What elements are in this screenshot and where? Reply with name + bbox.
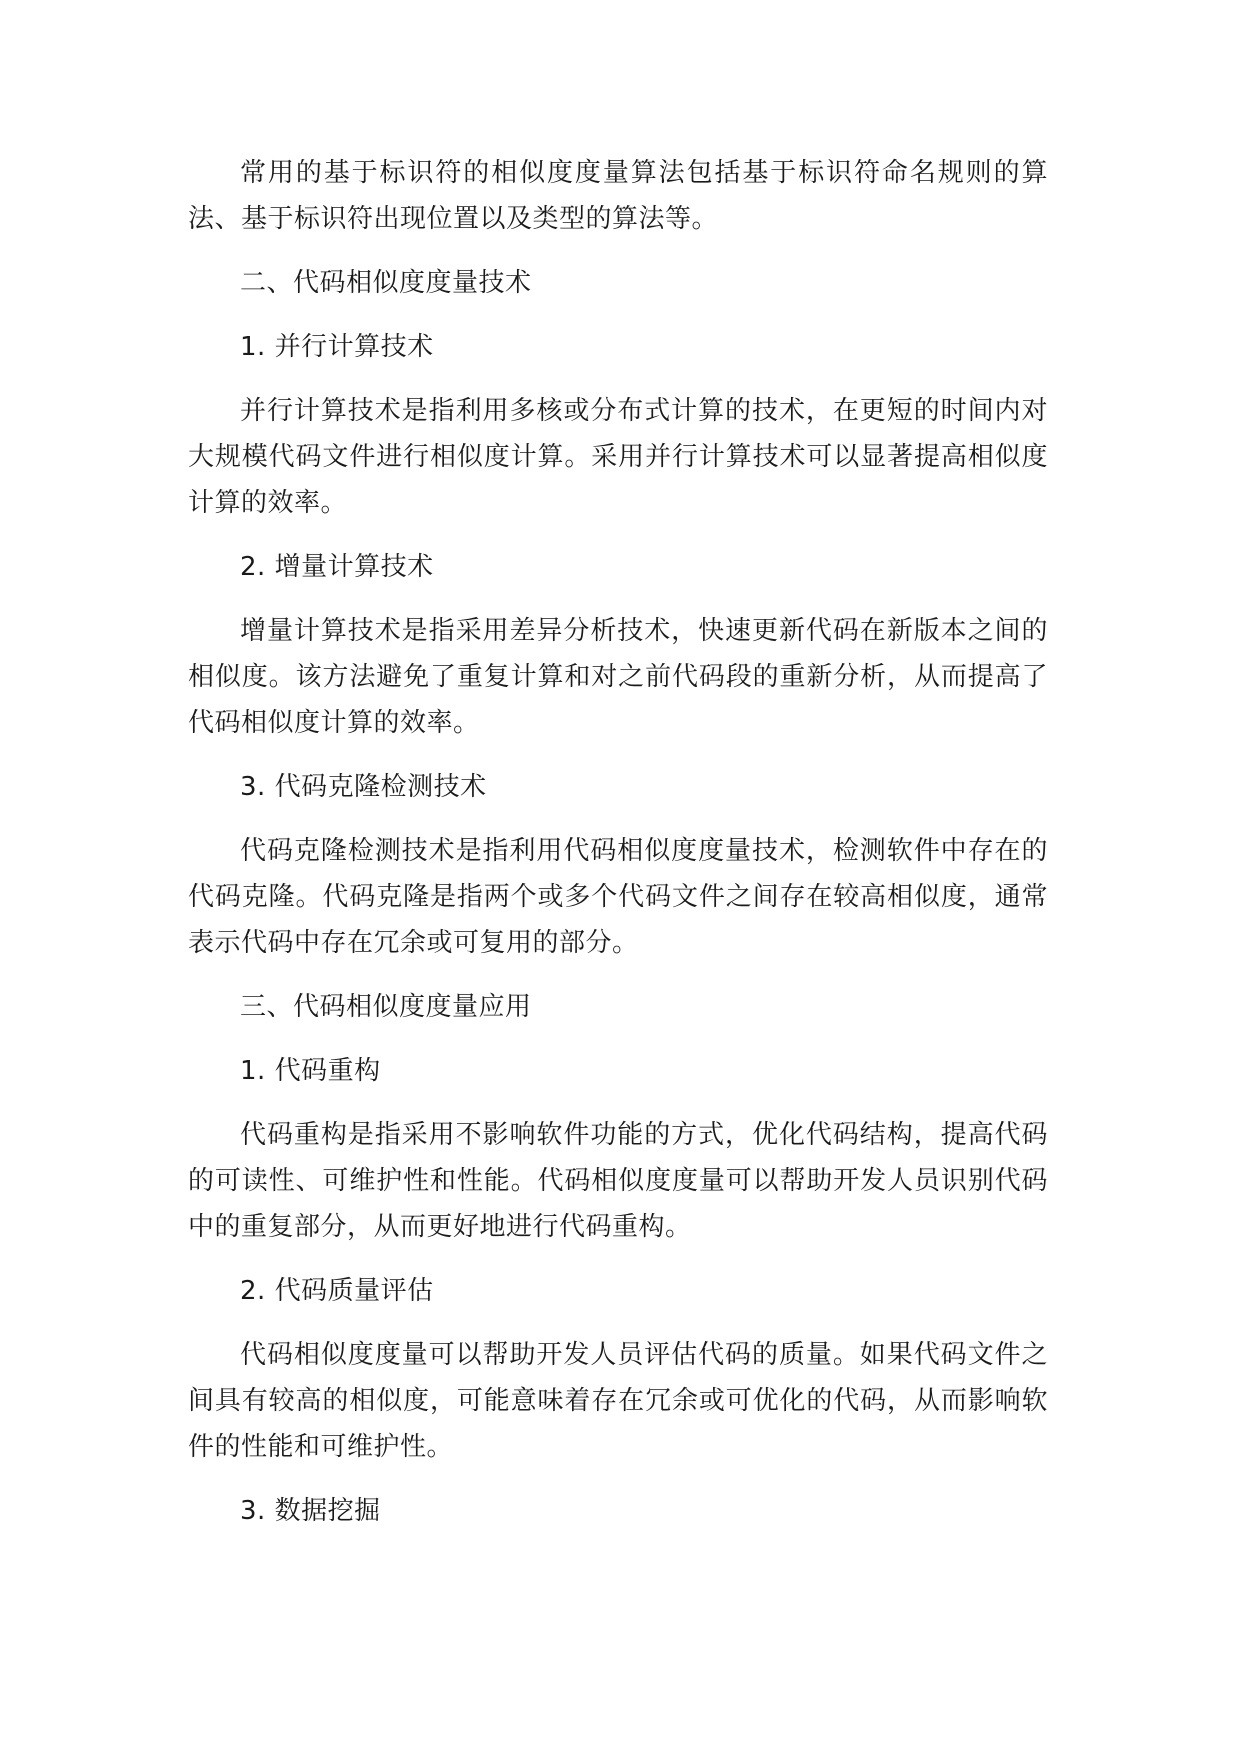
section-heading-applications: 三、代码相似度度量应用 bbox=[240, 992, 532, 1022]
section-heading-techniques: 二、代码相似度度量技术 bbox=[240, 268, 532, 298]
subheading-incremental-computing: 2. 增量计算技术 bbox=[240, 552, 434, 582]
paragraph-identifier-algorithms: 常用的基于标识符的相似度度量算法包括基于标识符命名规则的算法、基于标识符出现位置以及类型的算法等。 bbox=[188, 158, 1048, 234]
document-body bbox=[188, 150, 1048, 1552]
paragraph-parallel-computing: 并行计算技术是指利用多核或分布式计算的技术，在更短的时间内对大规模代码文件进行相似度计算。采用并行计算技术可以显著提高相似度计算的效率。 bbox=[188, 396, 1048, 518]
subheading-data-mining: 3. 数据挖掘 bbox=[240, 1496, 381, 1526]
subheading-parallel-computing: 1. 并行计算技术 bbox=[240, 332, 434, 362]
paragraph-incremental-computing: 增量计算技术是指采用差异分析技术，快速更新代码在新版本之间的相似度。该方法避免了重复计算和对之前代码段的重新分析，从而提高了代码相似度计算的效率。 bbox=[188, 616, 1048, 738]
paragraph-quality-assessment: 代码相似度度量可以帮助开发人员评估代码的质量。如果代码文件之间具有较高的相似度，可能意味着存在冗余或可优化的代码，从而影响软件的性能和可维护性。 bbox=[188, 1340, 1048, 1462]
subheading-refactoring: 1. 代码重构 bbox=[240, 1056, 381, 1086]
paragraph-refactoring: 代码重构是指采用不影响软件功能的方式，优化代码结构，提高代码的可读性、可维护性和性能。代码相似度度量可以帮助开发人员识别代码中的重复部分，从而更好地进行代码重构。 bbox=[188, 1120, 1048, 1242]
subheading-quality-assessment: 2. 代码质量评估 bbox=[240, 1276, 434, 1306]
paragraph-clone-detection: 代码克隆检测技术是指利用代码相似度度量技术，检测软件中存在的代码克隆。代码克隆是指两个或多个代码文件之间存在较高相似度，通常表示代码中存在冗余或可复用的部分。 bbox=[188, 836, 1048, 958]
subheading-clone-detection: 3. 代码克隆检测技术 bbox=[240, 772, 487, 802]
